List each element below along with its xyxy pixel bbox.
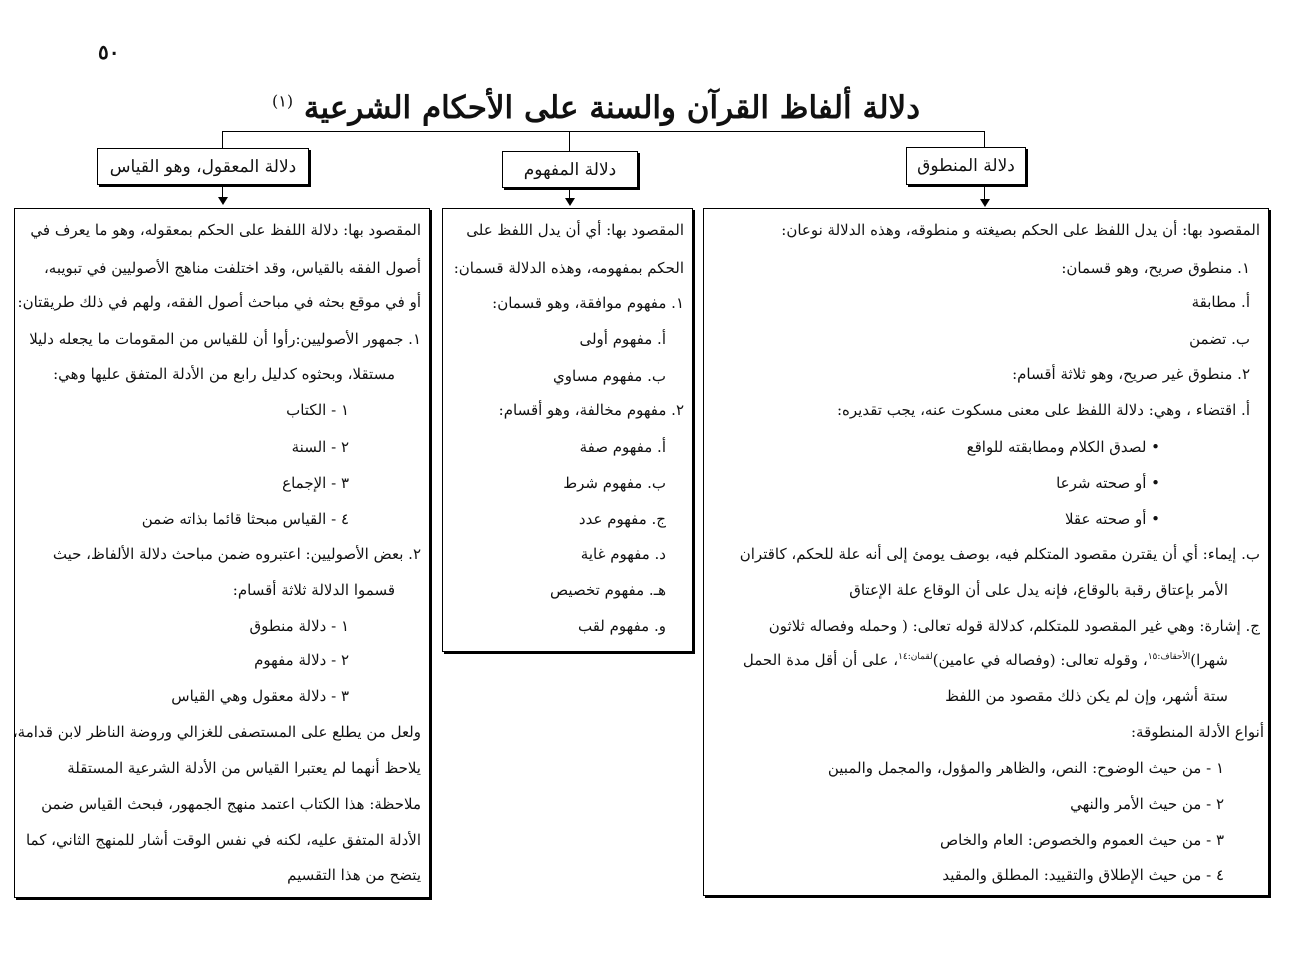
maqul-note-line-1: ملاحظة: هذا الكتاب اعتمد منهج الجمهور، فبحث القياس ضمن [41, 795, 421, 813]
mantuq-iqtida-bullet-1: • لصدق الكلام ومطابقته للواقع [966, 438, 1160, 456]
mafhum-awla: أ. مفهوم أولى [579, 330, 666, 348]
header-right-mantuq: دلالة المنطوق [906, 147, 1026, 185]
mantuq-type-3: ٣ - من حيث العموم والخصوص: العام والخاص [940, 831, 1224, 849]
mantuq-ishara-part-b: ، وقوله تعالى: (وفصاله في عامين) [932, 651, 1148, 669]
mafhum-definition-line-2: الحكم بمفهومه، وهذه الدلالة قسمان: [453, 259, 684, 277]
arrow-middle-head [565, 198, 575, 206]
mantuq-ishara-part-c: ، على أن أقل مدة الحمل [742, 651, 899, 669]
mantuq-ishara-line-2 [743, 651, 1228, 669]
arrow-left-head [218, 197, 228, 205]
mafhum-ghaya: د. مفهوم غاية [580, 545, 666, 563]
mafhum-content-box [442, 208, 693, 652]
mafhum-adad: ج. مفهوم عدد [578, 510, 666, 528]
maqul-division-2: ٢ - دلالة مفهوم [254, 651, 349, 669]
mantuq-type-4: ٤ - من حيث الإطلاق والتقييد: المطلق والمقيد [942, 866, 1224, 884]
maqul-ghazali-line-1: ولعل من يطلع على المستصفى للغزالي وروضة الناظر لابن قدامة، [12, 723, 421, 741]
mantuq-type-1: ١ - من حيث الوضوح: النص، والظاهر والمؤول، والمجمل والمبين [827, 759, 1224, 777]
title-footnote-marker: (١) [271, 91, 294, 111]
maqul-baad-line-2: قسموا الدلالة ثلاثة أقسام: [232, 581, 395, 599]
maqul-note-line-3: يتضح من هذا التقسيم [287, 866, 421, 884]
maqul-evidence-1: ١ - الكتاب [286, 401, 349, 419]
connector-left-drop [222, 131, 223, 148]
mantuq-explicit-heading: ١. منطوق صريح، وهو قسمان: [1061, 259, 1250, 277]
mantuq-iqtida-line: أ. اقتضاء ، وهي: دلالة اللفظ على معنى مسكوت عنه، يجب تقديره: [836, 401, 1250, 419]
mafhum-shart: ب. مفهوم شرط [563, 474, 666, 492]
header-middle-mafhum: دلالة المفهوم [502, 151, 638, 188]
maqul-jumhur-line-2: مستقلا، وبحثوه كدليل رابع من الأدلة المتفق عليها وهي: [53, 365, 395, 383]
maqul-evidence-3: ٣ - الإجماع [282, 474, 349, 492]
maqul-evidence-4: ٤ - القياس مبحثا قائما بذاته ضمن [141, 510, 349, 528]
mantuq-ima-line-1: ب. إيماء: أي أن يقترن مقصود المتكلم فيه، بوصف يومئ إلى أنه علة للحكم، كاقتران [739, 545, 1260, 563]
mantuq-types-heading: أنواع الأدلة المنطوقة: [1130, 723, 1264, 741]
connector-right-drop [984, 131, 985, 147]
mantuq-tadammun: ب. تضمن [1189, 330, 1250, 348]
maqul-definition-line-1: المقصود بها: دلالة اللفظ على الحكم بمعقوله، وهو ما يعرف في [30, 221, 421, 239]
maqul-division-3: ٣ - دلالة معقول وهي القياس [171, 687, 349, 705]
mantuq-iqtida-bullet-3: • أو صحته عقلا [1064, 510, 1160, 528]
maqul-jumhur-line-1: ١. جمهور الأصوليين:رأوا أن للقياس من المقومات ما يجعله دليلا [29, 330, 421, 348]
mantuq-ima-line-2: الأمر بإعتاق رقبة بالوقاع، فإنه يدل على أن الوقاع علة الإعتاق [849, 581, 1228, 599]
connector-middle-drop [569, 131, 570, 151]
mantuq-content-box [703, 208, 1269, 896]
maqul-note-line-2: الأدلة المتفق عليه، لكنه في نفس الوقت أشار للمنهج الثاني، كما [25, 831, 421, 849]
maqul-content-box [14, 208, 430, 898]
mantuq-nonexplicit-heading: ٢. منطوق غير صريح، وهو ثلاثة أقسام: [1012, 365, 1250, 383]
mafhum-takhsis: هـ. مفهوم تخصيص [550, 581, 666, 599]
mafhum-sifa: أ. مفهوم صفة [579, 438, 666, 456]
mafhum-laqab: و. مفهوم لقب [577, 617, 666, 635]
mantuq-type-2: ٢ - من حيث الأمر والنهي [1070, 795, 1224, 813]
maqul-evidence-2: ٢ - السنة [291, 438, 349, 456]
maqul-ghazali-line-2: يلاحظ أنهما لم يعتبرا القياس من الأدلة الشرعية المستقلة [67, 759, 421, 777]
connector-horizontal [222, 131, 984, 132]
mantuq-ishara-line-1: ج. إشارة: وهي غير المقصود للمتكلم، كدلالة قوله تعالى: ( وحمله وفصاله ثلاثون [768, 617, 1260, 635]
maqul-definition-line-2: أصول الفقه بالقياس، وقد اختلفت مناهج الأصوليين في تبويبه، [43, 259, 421, 277]
mafhum-muwafaqa-heading: ١. مفهوم موافقة، وهو قسمان: [492, 294, 684, 312]
header-left-maqul: دلالة المعقول، وهو القياس [97, 148, 309, 185]
arrow-right-head [980, 199, 990, 207]
title-text: دلالة ألفاظ القرآن والسنة على الأحكام الشرعية [303, 90, 920, 126]
arrow-left-stem [222, 184, 223, 198]
page-number: ٥٠ [98, 40, 120, 64]
mantuq-definition-line-1: المقصود بها: أن يدل اللفظ على الحكم بصيغته و منطوقه، وهذه الدلالة نوعان: [781, 221, 1260, 239]
arrow-right-stem [984, 184, 985, 200]
page-title [271, 90, 920, 126]
maqul-definition-line-3: أو في موقع بحثه في مباحث أصول الفقه، ولهم في ذلك طريقتان: [17, 293, 421, 311]
mafhum-definition-line-1: المقصود بها: أي أن يدل اللفظ على [466, 221, 684, 239]
mantuq-ishara-line-3: ستة أشهر، وإن لم يكن ذلك مقصود من اللفظ [945, 687, 1228, 705]
maqul-division-1: ١ - دلالة منطوق [249, 617, 349, 635]
mantuq-ishara-ref-1: الأحقاف:١٥ [1147, 652, 1191, 662]
mantuq-ishara-ref-2: لقمان:١٤ [898, 652, 933, 662]
mafhum-mukhalafa-heading: ٢. مفهوم مخالفة، وهو أقسام: [498, 401, 684, 419]
maqul-baad-line-1: ٢. بعض الأصوليين: اعتبروه ضمن مباحث دلالة الألفاظ، حيث [52, 545, 421, 563]
mantuq-iqtida-bullet-2: • أو صحته شرعا [1056, 474, 1160, 492]
mantuq-mutabaqa: أ. مطابقة [1191, 293, 1250, 311]
mantuq-ishara-part-a: شهرا) [1190, 651, 1228, 669]
mafhum-musawi: ب. مفهوم مساوي [553, 367, 666, 385]
